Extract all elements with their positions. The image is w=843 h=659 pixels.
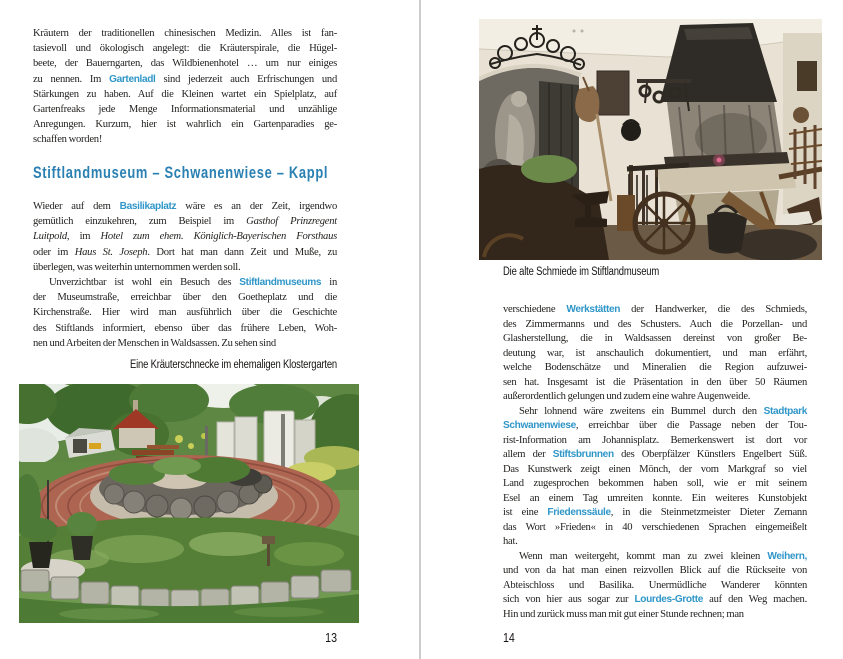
left-body-main (33, 199, 337, 351)
text-line: und von da hat man einen reizvollen Blick auf die Rückseite von (503, 565, 807, 576)
text-line: sen hat. Insgesamt ist die Präsentation in den über 50 Räumen (503, 376, 807, 388)
herb-spiral-photo (19, 384, 359, 623)
text-line: der Museumstraße, erreichbar über den Goetheplatz und die (33, 292, 337, 304)
page-number-14: 14 (503, 631, 515, 645)
text-line: gemütlich einzukehren, zum Beispiel im Gasthof Prinzregent (33, 216, 337, 228)
section-heading: Stiftlandmuseum – Schwanenwiese – Kappl (33, 163, 329, 182)
text-line: Abteischloss und Basilika. Unermüdliche Wanderer könnten (503, 579, 807, 591)
text-line: des Zimmermanns und des Schusters. Auch die Porzellan- und (503, 318, 807, 330)
text-line: hat. (503, 536, 518, 547)
text-line: außerordentlich gelungen und zudem eine wahre Augenweide. (503, 391, 751, 402)
text-line: des Stiftlands informiert, ebenso über das frühere Leben, Woh- (33, 322, 337, 334)
text-line: Schwanenwiese, erreichbar über die Passage neben der Tou- (503, 420, 807, 431)
text-line: allem der Stiftsbrunnen des Oberpfälzer Künstlers Engelbert Süß. (503, 449, 807, 460)
smithy-photo (479, 19, 822, 260)
text-line: ist eine Friedenssäule, in die Steinmetzmeister Dieter Zemann (503, 507, 807, 518)
text-line: Kräutern der traditionellen chinesischen Medizin. Alles ist fan- (33, 28, 337, 39)
text-line: zu nennen. Im Gartenladl sind jederzeit auch Erfrischungen und (33, 73, 338, 85)
text-line: Stärkungen zu haben. Auf die Kleinen wartet ein Spielplatz, auf (33, 88, 337, 100)
text-line: Anregungen. Kurzum, hier ist wahrlich ein Gartenparadies ge- (33, 119, 337, 131)
text-line: Esel an einem Tag umreiten konnte. Ein weiteres Kunstobjekt (503, 492, 807, 504)
text-line: Kirchenstraße. Hier wird man ausführlich über die Geschichte (33, 307, 337, 319)
wagon-wheel (635, 194, 693, 252)
text-line: überlegen, was weiterhin unternommen werden soll. (33, 261, 241, 273)
text-line: Unverzichtbar ist wohl ein Besuch des Stiftlandmuseums in (49, 276, 337, 288)
text-line: Wenn man weitergeht, kommt man zu zwei kleinen Weihern, (519, 550, 807, 562)
text-line: oder im Haus St. Joseph. Dort hat man dann Zeit und Muße, zu (33, 246, 337, 258)
page-number-13: 13 (325, 631, 337, 645)
text-line: nen und Arbeiten der Menschen in Waldsassen. Zu sehen sind (33, 337, 276, 349)
left-body-top (33, 26, 337, 148)
text-line: Gartenfreaks jede Menge Informationsmaterial und unzählige (33, 103, 337, 115)
garden-photo-caption: Eine Kräuterschnecke im ehemaligen Klostergarten (129, 359, 337, 371)
text-line: Das Kunstwerk zeigt einen Mönch, der vom Markgraf so viel (503, 463, 807, 475)
page-divider (419, 0, 421, 659)
smithy-photo-caption: Die alte Schmiede im Stiftlandmuseum (503, 266, 660, 278)
text-line: tasievoll und ökologisch angelegt: die Kräuterspirale, die Hügel- (33, 43, 337, 55)
text-line: Luitpold, im Hotel zum ehem. Königlich-Bayerischen Forsthaus (33, 231, 337, 243)
text-line: Hin und zurück muss man mit gut einer Stunde rechnen; man (503, 608, 744, 620)
text-line: rist-Information am Johannisplatz. Bemerkenswert ist dort vor (503, 434, 807, 446)
text-line: sich von hier aus sogar zur Lourdes-Grotte auf den Weg machen. (503, 594, 807, 605)
text-line: das Wort »Frieden« in 40 verschiedenen Sprachen eingemeißelt (503, 521, 807, 533)
text-line: Sehr lohnend wäre zweitens ein Bummel durch den Stadtpark (519, 405, 807, 417)
right-body (503, 303, 807, 622)
text-line: verschiedene Werkstätten der Handwerker, die des Schmieds, (503, 304, 807, 315)
text-line: Land zugesprochen bekommen haben soll, wie er mit seinem (503, 478, 807, 489)
text-line: Glasherstellung, die in Waldsassen dereinst von großer Be- (503, 333, 807, 344)
text-line: Wieder auf dem Basilikaplatz wäre es an der Zeit, irgendwo (33, 201, 337, 212)
text-line: deutung war, ist anschaulich dokumentiert, und man erfährt, (503, 347, 807, 359)
text-line: schaffen worden! (33, 134, 103, 146)
text-line: welche Bodenschätze und Mineralien die Region aufzuwei- (503, 362, 807, 373)
text-line: beete, der Bauerngarten, das Wildbienenhotel … um nur einiges (33, 58, 337, 70)
